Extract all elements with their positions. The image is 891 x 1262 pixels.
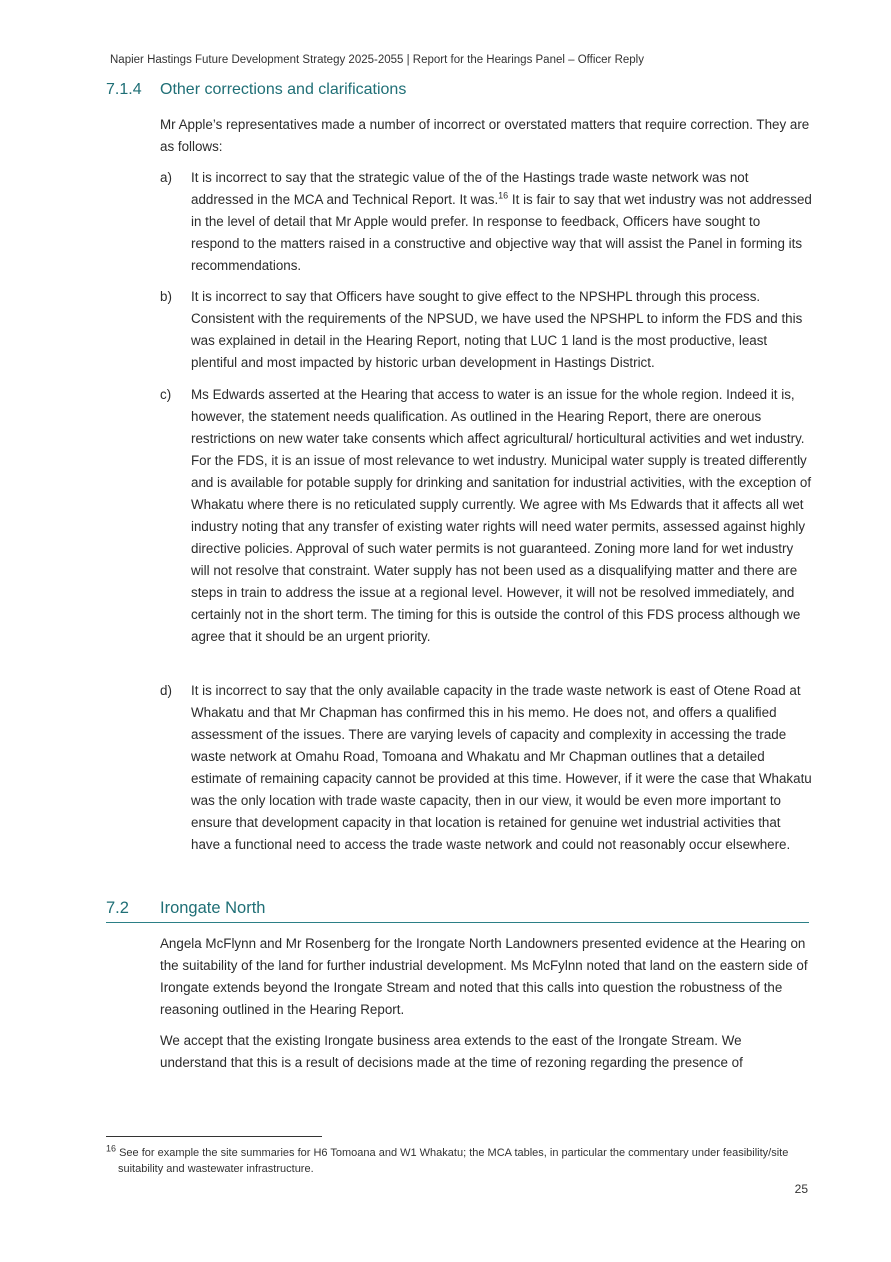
section-title: Other corrections and clarifications <box>160 81 407 98</box>
section-number: 7.2 <box>106 899 129 917</box>
section-title: Irongate North <box>160 899 266 917</box>
intro-paragraph: Mr Apple’s representatives made a number of incorrect or overstated matters that require correction. They are as follows: <box>160 117 810 154</box>
list-label: a) <box>160 170 172 185</box>
list-label: d) <box>160 683 172 698</box>
list-item-c <box>160 384 812 648</box>
list-item-d <box>160 680 812 856</box>
section-heading-7-1-4 <box>106 81 406 99</box>
footnote-divider <box>106 1136 322 1137</box>
list-label: c) <box>160 387 172 402</box>
footnote-text <box>106 1145 806 1177</box>
section-heading-7-2 <box>106 899 809 923</box>
footnote-number: 16 <box>106 1143 117 1154</box>
irongate-paragraph-1: Angela McFlynn and Mr Rosenberg for the Irongate North Landowners presented evidence at the Hearing on the suitability of the land for further industrial development. Ms McFylnn noted that land on the eastern side of Irongate extends beyond the Irongate Stream and noted that this calls into question the robustness of the reasoning outlined in the Hearing Report. <box>160 936 808 1017</box>
list-item-b <box>160 286 812 374</box>
section-number: 7.1.4 <box>106 81 142 98</box>
footnote-ref[interactable]: 16 <box>498 190 509 201</box>
page-number: 25 <box>794 1182 808 1196</box>
footnote <box>106 1145 806 1177</box>
list-text <box>191 167 812 277</box>
list-text-after: It is fair to say that wet industry was not addressed in the level of detail that Mr Apple would prefer. In response to feedback, Officers have sought to respond to the matters raised in a constructive and objective way that will assist the Panel in forming its recommendations. <box>191 192 812 273</box>
list-text: It is incorrect to say that the only available capacity in the trade waste network is east of Otene Road at Whakatu and that Mr Chapman has confirmed this in his memo. He does not, and offers a qualified assessment of the issues. There are varying levels of capacity and complexity in accessing the trade waste network at Omahu Road, Tomoana and Whakatu and Mr Chapman outlines that a detailed estimate of remaining capacity cannot be provided at this time. However, if it were the case that Whakatu was the only location with trade waste capacity, then in our view, it would be even more important to ensure that development capacity in that location is retained for genuine wet industrial activities that have a functional need to access the trade waste network and could not reasonably occur elsewhere. <box>191 683 812 852</box>
list-text: Ms Edwards asserted at the Hearing that access to water is an issue for the whole region. Indeed it is, however, the statement needs qualification. As outlined in the Hearing Report, there are onerous restrictions on new water take consents which affect agricultural/ horticultural activities and wet industry. For the FDS, it is an issue of most relevance to wet industry. Municipal water supply is treated differently and is available for potable supply for drinking and sanitation for industrial activities, with the exception of Whakatu where there is no reticulated supply currently. We agree with Ms Edwards that it affects all wet industry noting that any transfer of existing water rights will need water permits, assessed against highly directive policies. Approval of such water permits is not guaranteed. Zoning more land for wet industry will not resolve that constraint. Water supply has not been used as a disqualifying matter and there are steps in train to address the issue at a regional level. However, it will not be resolved immediately, and certainly not in the short term. The timing for this is outside the control of this FDS process although we agree that it should be an urgent priority. <box>191 387 812 644</box>
running-header: Napier Hastings Future Development Strategy 2025-2055 | Report for the Hearings Panel – Officer Reply <box>110 54 644 66</box>
footnote-body: See for example the site summaries for H6 Tomoana and W1 Whakatu; the MCA tables, in particular the commentary under feasibility/site suitability and wastewater infrastructure. <box>116 1147 789 1175</box>
list-item-a <box>160 167 812 277</box>
irongate-paragraph-2: We accept that the existing Irongate business area extends to the east of the Irongate Stream. We understand that this is a result of decisions made at the time of rezoning regarding the presence of <box>160 1033 743 1070</box>
list-label: b) <box>160 289 172 304</box>
list-text-before: It is incorrect to say that the strategic value of the of the Hastings trade waste network was not addressed in the MCA and Technical Report. It was. <box>191 170 749 207</box>
list-text: It is incorrect to say that Officers have sought to give effect to the NPSHPL through this process. Consistent with the requirements of the NPSUD, we have used the NPSHPL to inform the FDS and this was explained in detail in the Hearing Report, noting that LUC 1 land is the most productive, least plentiful and most impacted by historic urban development in Hastings District. <box>191 289 803 370</box>
